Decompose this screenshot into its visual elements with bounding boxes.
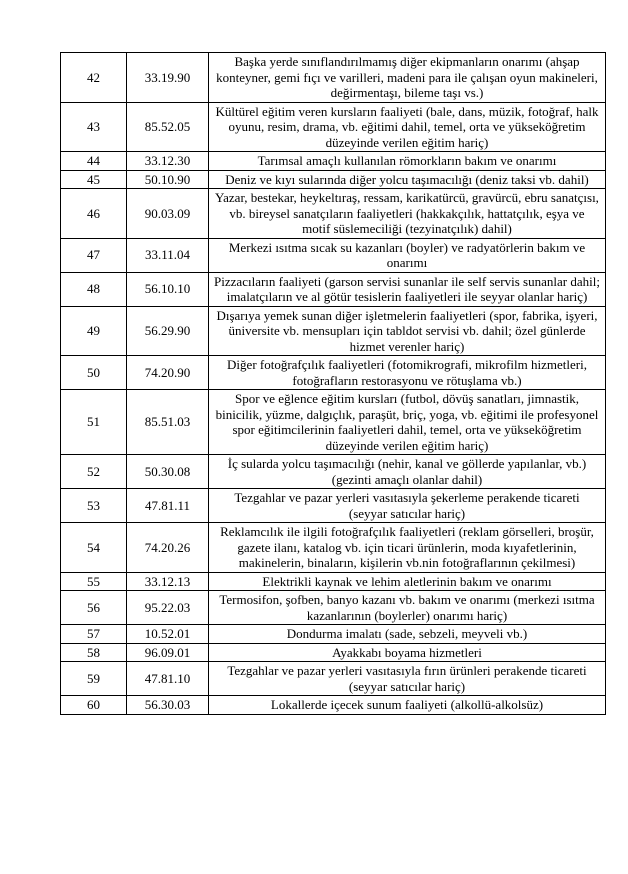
- row-number: 58: [61, 643, 127, 662]
- row-number: 49: [61, 306, 127, 356]
- activity-description: Reklamcılık ile ilgili fotoğrafçılık faaliyetleri (reklam görselleri, broşür, gazete ilanı, katalog vb. için ticari ürünlerin, moda kıyafetlerinin, makinelerin, binaların, kişilerin vb.nin fotoğraflarının çekilmesi): [209, 523, 606, 573]
- row-number: 57: [61, 625, 127, 644]
- row-number: 47: [61, 238, 127, 272]
- row-number: 52: [61, 455, 127, 489]
- activity-code: 47.81.10: [127, 662, 209, 696]
- activity-code: 56.29.90: [127, 306, 209, 356]
- activity-description: Başka yerde sınıflandırılmamış diğer ekipmanların onarımı (ahşap konteyner, gemi fıçı ve varilleri, madeni para ile çalışan oyun makineleri, değirmentaşı, bileme taşı vs.): [209, 53, 606, 103]
- table-row: [61, 306, 606, 356]
- table-row: [61, 390, 606, 455]
- activity-description: Tezgahlar ve pazar yerleri vasıtasıyla şekerleme perakende ticareti (seyyar satıcılar hariç): [209, 489, 606, 523]
- row-number: 45: [61, 170, 127, 189]
- row-number: 48: [61, 272, 127, 306]
- table-row: [61, 696, 606, 715]
- activity-description: Spor ve eğlence eğitim kursları (futbol, dövüş sanatları, jimnastik, binicilik, yüzme, dalgıçlık, paraşüt, briç, yoga, vb. eğitimi ile profesyonel spor eğitimcilerinin faaliyetleri dahil, temel, orta ve yükseköğretim düzeyinde verilen eğitim hariç): [209, 390, 606, 455]
- activity-description: Tarımsal amaçlı kullanılan römorkların bakım ve onarımı: [209, 152, 606, 171]
- activity-code: 85.51.03: [127, 390, 209, 455]
- table-row: [61, 662, 606, 696]
- activity-code: 74.20.26: [127, 523, 209, 573]
- row-number: 50: [61, 356, 127, 390]
- activity-code: 33.19.90: [127, 53, 209, 103]
- activity-code: 33.11.04: [127, 238, 209, 272]
- activity-description: Tezgahlar ve pazar yerleri vasıtasıyla fırın ürünleri perakende ticareti (seyyar satıcılar hariç): [209, 662, 606, 696]
- table-row: [61, 53, 606, 103]
- activity-code: 50.30.08: [127, 455, 209, 489]
- table-row: [61, 572, 606, 591]
- table-row: [61, 489, 606, 523]
- activity-description: Pizzacıların faaliyeti (garson servisi sunanlar ile self servis sunanlar dahil; imalatçıların ve al götür tesislerin faaliyetleri ile seyyar olanlar hariç): [209, 272, 606, 306]
- table-row: [61, 170, 606, 189]
- activity-code: 85.52.05: [127, 102, 209, 152]
- row-number: 43: [61, 102, 127, 152]
- row-number: 55: [61, 572, 127, 591]
- row-number: 56: [61, 591, 127, 625]
- row-number: 46: [61, 189, 127, 239]
- activity-description: Dışarıya yemek sunan diğer işletmelerin faaliyetleri (spor, fabrika, işyeri, üniversite vb. mensupları için tabldot servisi vb. dahil; özel günlerde hizmet verenler hariç): [209, 306, 606, 356]
- activity-description: Termosifon, şofben, banyo kazanı vb. bakım ve onarımı (merkezi ısıtma kazanlarının (boylerler) onarımı hariç): [209, 591, 606, 625]
- activity-code: 96.09.01: [127, 643, 209, 662]
- activity-description: Ayakkabı boyama hizmetleri: [209, 643, 606, 662]
- row-number: 53: [61, 489, 127, 523]
- activity-code: 47.81.11: [127, 489, 209, 523]
- activity-description: Diğer fotoğrafçılık faaliyetleri (fotomikrografi, mikrofilm hizmetleri, fotoğrafların restorasyonu ve rötuşlama vb.): [209, 356, 606, 390]
- activity-description: Yazar, bestekar, heykeltıraş, ressam, karikatürcü, gravürcü, ebru sanatçısı, vb. bireysel sanatçıların faaliyetleri (hakkakçılık, hattatçılık, eşya ve motif süslemeciliği (tezyinatçılık) dahil): [209, 189, 606, 239]
- activity-code-table: [60, 52, 606, 715]
- row-number: 51: [61, 390, 127, 455]
- row-number: 60: [61, 696, 127, 715]
- activity-code: 56.30.03: [127, 696, 209, 715]
- row-number: 54: [61, 523, 127, 573]
- activity-code: 33.12.30: [127, 152, 209, 171]
- row-number: 59: [61, 662, 127, 696]
- activity-description: Merkezi ısıtma sıcak su kazanları (boyler) ve radyatörlerin bakım ve onarımı: [209, 238, 606, 272]
- table-row: [61, 625, 606, 644]
- activity-code: 95.22.03: [127, 591, 209, 625]
- table-row: [61, 455, 606, 489]
- activity-code: 90.03.09: [127, 189, 209, 239]
- table-body: [61, 53, 606, 715]
- table-row: [61, 238, 606, 272]
- activity-code: 74.20.90: [127, 356, 209, 390]
- activity-code: 10.52.01: [127, 625, 209, 644]
- activity-description: Deniz ve kıyı sularında diğer yolcu taşımacılığı (deniz taksi vb. dahil): [209, 170, 606, 189]
- table-row: [61, 356, 606, 390]
- table-row: [61, 272, 606, 306]
- activity-description: Kültürel eğitim veren kursların faaliyeti (bale, dans, müzik, fotoğraf, halk oyunu, resim, drama, vb. eğitimi dahil, temel, orta ve yükseköğretim düzeyinde verilen eğitim hariç): [209, 102, 606, 152]
- table-row: [61, 591, 606, 625]
- table-row: [61, 102, 606, 152]
- table-row: [61, 152, 606, 171]
- activity-code: 56.10.10: [127, 272, 209, 306]
- table-row: [61, 643, 606, 662]
- activity-code: 50.10.90: [127, 170, 209, 189]
- row-number: 42: [61, 53, 127, 103]
- activity-description: Dondurma imalatı (sade, sebzeli, meyveli vb.): [209, 625, 606, 644]
- activity-description: Elektrikli kaynak ve lehim aletlerinin bakım ve onarımı: [209, 572, 606, 591]
- activity-code: 33.12.13: [127, 572, 209, 591]
- row-number: 44: [61, 152, 127, 171]
- table-row: [61, 523, 606, 573]
- table-row: [61, 189, 606, 239]
- activity-description: İç sularda yolcu taşımacılığı (nehir, kanal ve göllerde yapılanlar, vb.) (gezinti amaçlı olanlar dahil): [209, 455, 606, 489]
- activity-description: Lokallerde içecek sunum faaliyeti (alkollü-alkolsüz): [209, 696, 606, 715]
